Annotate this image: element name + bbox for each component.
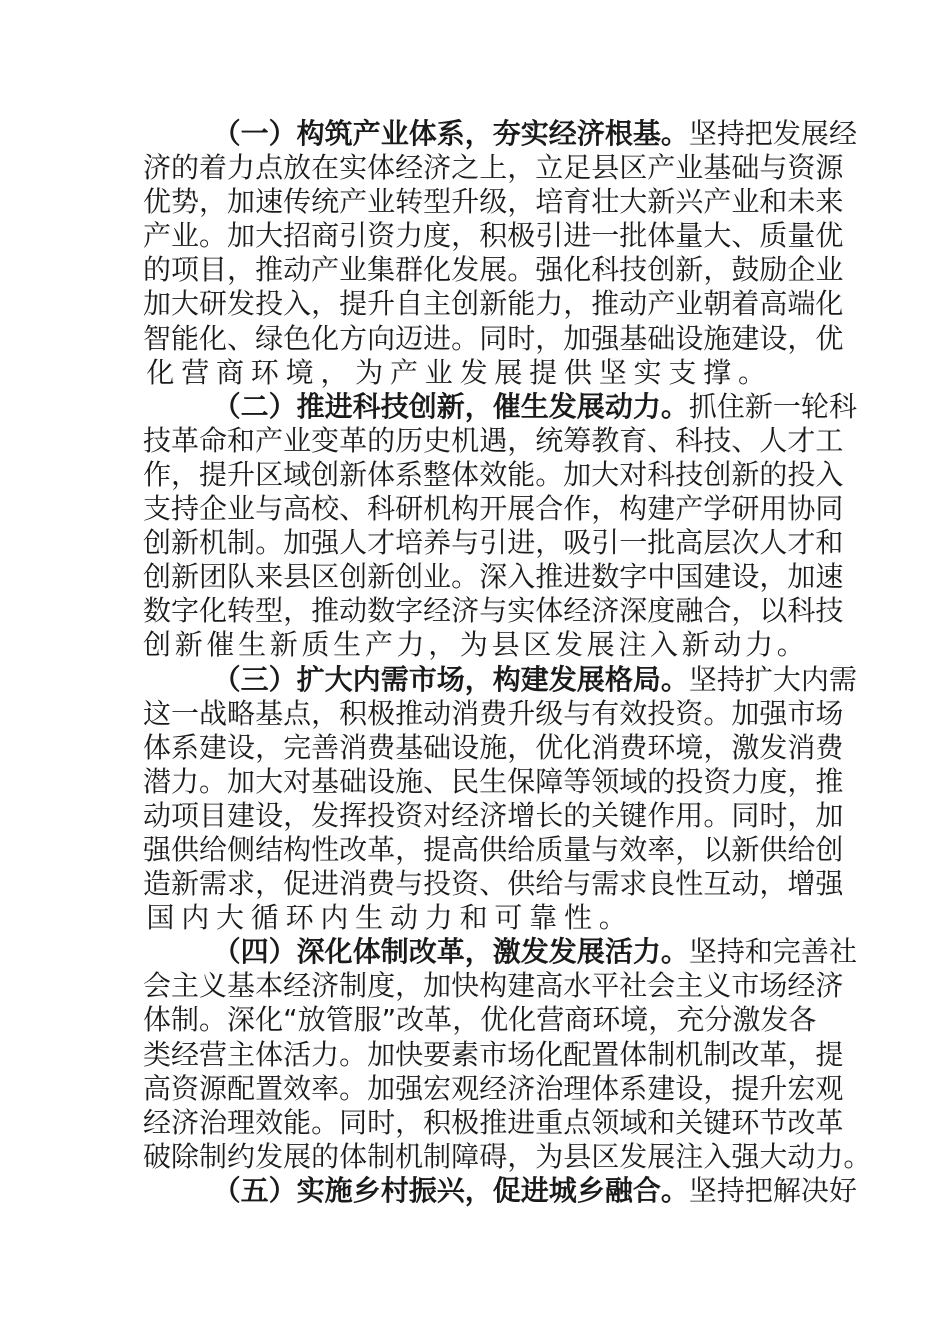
paragraph-line: 支 持 企 业 与 高 校 、 科 研 机 构 开 展 合 作 ， 构 建 产 学 研 用 协 同 <box>143 492 844 526</box>
paragraph <box>143 117 857 390</box>
paragraph <box>143 389 857 663</box>
paragraph-heading-line: （ 二 ） 推 进 科 技 创 新 ， 催 生 发 展 动 力 。 抓 住 新 一 轮 科 <box>212 389 857 423</box>
paragraph <box>143 1173 857 1208</box>
paragraph-heading-line: （ 一 ） 构 筑 产 业 体 系 ， 夯 实 经 济 根 基 。 坚 持 把 发 展 经 <box>212 117 857 150</box>
paragraph <box>143 935 872 1174</box>
paragraph-line: 体 系 建 设 ， 完 善 消 费 基 础 设 施 ， 优 化 消 费 环 境 ， 激 发 消 费 <box>143 730 844 764</box>
paragraph-line: 技 革 命 和 产 业 变 革 的 历 史 机 遇 ， 统 筹 教 育 、 科 技 、 人 才 工 <box>143 423 844 457</box>
paragraph-line: 高 资 源 配 置 效 率 。 加 强 宏 观 经 济 治 理 体 系 建 设 ， 提 升 宏 观 <box>143 1071 844 1105</box>
paragraph <box>143 662 857 936</box>
paragraph-heading-line: （ 四 ） 深 化 体 制 改 革 ， 激 发 发 展 活 力 。 坚 持 和 完 善 社 <box>212 935 857 969</box>
paragraph-line: 体 制 。 深 化 “ 放 管 服 ” 改 革 ， 优 化 营 商 环 境 ， 充 分 激 发 各 <box>143 1003 817 1037</box>
paragraph-line: 强 供 给 侧 结 构 性 改 革 ， 提 高 供 给 质 量 与 效 率 ， 以 新 供 给 创 <box>143 832 844 866</box>
paragraph-line: 类 经 营 主 体 活 力 。 加 快 要 素 市 场 化 配 置 体 制 机 制 改 革 ， 提 <box>143 1037 844 1071</box>
document-page <box>143 117 872 1208</box>
paragraph-line: 创 新 团 队 来 县 区 创 新 创 业 。 深 入 推 进 数 字 中 国 建 设 ， 加 速 <box>143 560 844 594</box>
paragraph-line: 济 的 着 力 点 放 在 实 体 经 济 之 上 ， 立 足 县 区 产 业 基 础 与 资 源 <box>143 151 844 185</box>
paragraph-line: 化 营 商 环 境 ， 为 产 业 发 展 提 供 坚 实 支 撑 。 <box>146 355 766 389</box>
paragraph-line: 产 业 。 加 大 招 商 引 资 力 度 ， 积 极 引 进 一 批 体 量 大 、 质 量 优 <box>143 219 844 253</box>
paragraph-line: 动 项 目 建 设 ， 发 挥 投 资 对 经 济 增 长 的 关 键 作 用 。 同 时 ， 加 <box>143 798 844 832</box>
paragraph-heading-line: （ 五 ） 实 施 乡 村 振 兴 ， 促 进 城 乡 融 合 。 坚 持 把 解 决 好 <box>212 1173 857 1207</box>
paragraph-line: 创 新 催 生 新 质 生 产 力 ， 为 县 区 发 展 注 入 新 动 力 。 <box>143 628 805 662</box>
paragraph-line: 作 ， 提 升 区 域 创 新 体 系 整 体 效 能 。 加 大 对 科 技 创 新 的 投 入 <box>143 457 844 491</box>
paragraph-line: 智 能 化 、 绿 色 化 方 向 迈 进 。 同 时 ， 加 强 基 础 设 施 建 设 ， 优 <box>143 321 844 355</box>
paragraph-line: 造 新 需 求 ， 促 进 消 费 与 投 资 、 供 给 与 需 求 良 性 互 动 ， 增 强 <box>143 867 844 901</box>
paragraph-line: 数 字 化 转 型 ， 推 动 数 字 经 济 与 实 体 经 济 深 度 融 合 ， 以 科 技 <box>143 594 844 628</box>
paragraph-line: 加 大 研 发 投 入 ， 提 升 自 主 创 新 能 力 ， 推 动 产 业 朝 着 高 端 化 <box>143 287 844 321</box>
paragraph-line: 这 一 战 略 基 点 ， 积 极 推 动 消 费 升 级 与 有 效 投 资 。 加 强 市 场 <box>143 696 844 730</box>
paragraph-line: 经 济 治 理 效 能 。 同 时 ， 积 极 推 进 重 点 领 域 和 关 键 环 节 改 革 <box>143 1105 844 1139</box>
paragraph-line: 潜 力 。 加 大 对 基 础 设 施 、 民 生 保 障 等 领 域 的 投 资 力 度 ， 推 <box>143 764 844 798</box>
paragraph-line: 破 除 制 约 发 展 的 体 制 机 制 障 碍 ， 为 县 区 发 展 注 入 强 大 动 力 。 <box>143 1139 872 1173</box>
paragraph-line: 国 内 大 循 环 内 生 动 力 和 可 靠 性 。 <box>146 901 627 935</box>
paragraph-line: 的 项 目 ， 推 动 产 业 集 群 化 发 展 。 强 化 科 技 创 新 ， 鼓 励 企 业 <box>143 253 844 287</box>
paragraph-line: 会 主 义 基 本 经 济 制 度 ， 加 快 构 建 高 水 平 社 会 主 义 市 场 经 济 <box>143 969 844 1003</box>
paragraph-line: 优 势 ， 加 速 传 统 产 业 转 型 升 级 ， 培 育 壮 大 新 兴 产 业 和 未 来 <box>143 185 844 219</box>
paragraph-heading-line: （ 三 ） 扩 大 内 需 市 场 ， 构 建 发 展 格 局 。 坚 持 扩 大 内 需 <box>212 662 857 696</box>
paragraph-line: 创 新 机 制 。 加 强 人 才 培 养 与 引 进 ， 吸 引 一 批 高 层 次 人 才 和 <box>143 526 844 560</box>
